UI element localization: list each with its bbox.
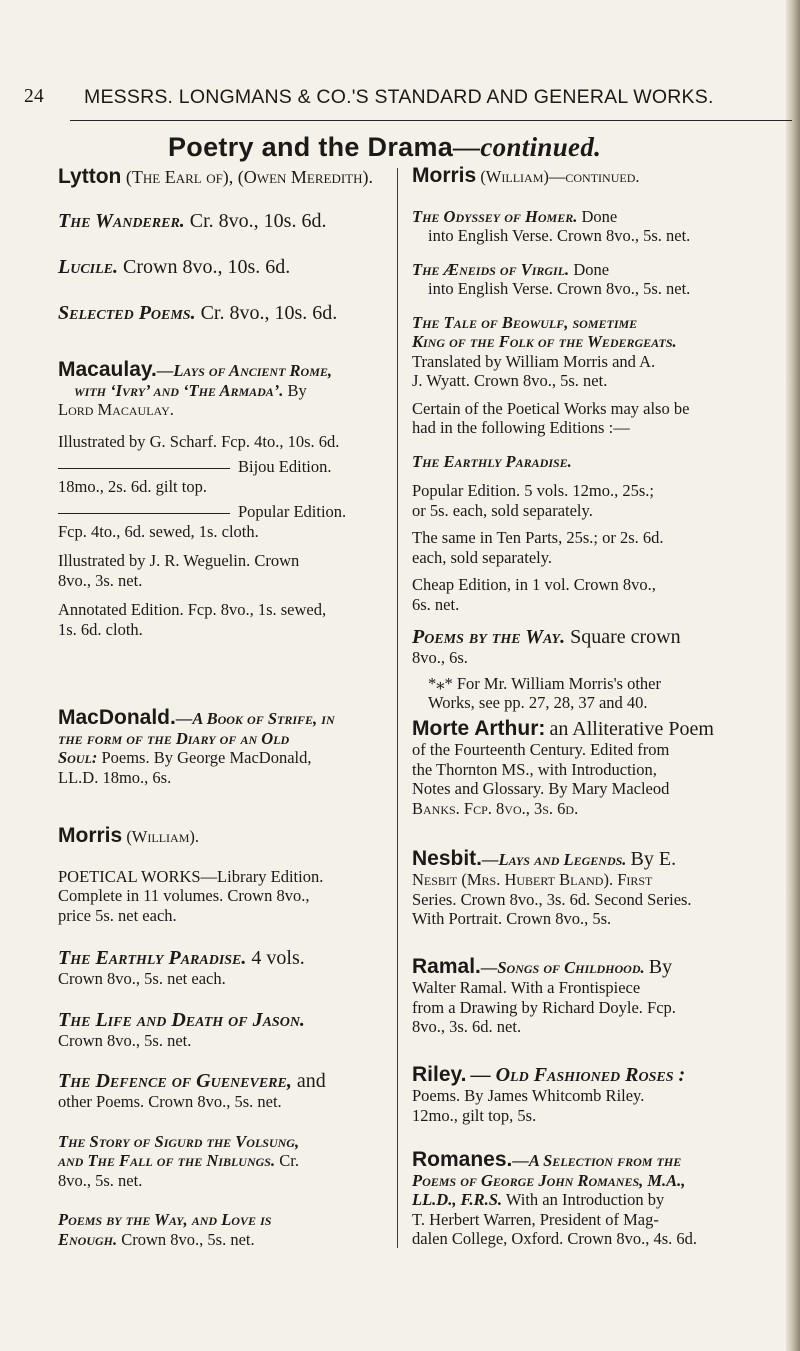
book-detail: LL.D. 18mo., 6s.	[58, 767, 172, 787]
book-detail: Poems. By George MacDonald,	[101, 748, 312, 767]
works-line: POETICAL WORKS—Library Edition.	[58, 866, 324, 886]
book-detail: and	[296, 1070, 326, 1092]
author-name: MacDonald.	[58, 706, 176, 729]
book-title: The Life and Death of Jason.	[58, 1008, 305, 1031]
author-name: Lytton	[58, 165, 122, 188]
edition-line: Illustrated by J. R. Weguelin. Crown	[58, 551, 300, 570]
book-title: Selected Poems.	[58, 302, 196, 324]
book-price: other Poems. Crown 8vo., 5s. net.	[58, 1092, 282, 1111]
edition-price: 18mo., 2s. 6d. gilt top.	[58, 476, 207, 496]
section-title	[168, 132, 601, 163]
book-detail: Banks. Fcp. 8vo., 3s. 6d.	[412, 798, 579, 818]
book-title: —A Selection from the	[512, 1151, 682, 1170]
edition-line: Cheap Edition, in 1 vol. Crown 8vo.,	[412, 575, 656, 594]
entry-ramal	[412, 956, 762, 1037]
book-detail: Nesbit (Mrs. Hubert Bland). First	[412, 870, 653, 889]
footnote-line: *⁎* For Mr. William Morris's other	[428, 673, 661, 693]
book-title: The Æneids of Virgil.	[412, 259, 570, 279]
edition-line: Annotated Edition. Fcp. 8vo., 1s. sewed,	[58, 600, 327, 619]
book-title: —Lays of Ancient Rome,	[156, 361, 333, 380]
book-price: Crown 8vo., 5s. net.	[121, 1229, 255, 1249]
author-byline: Lord Macaulay.	[58, 400, 174, 419]
author-detail: (The Earl of), (Owen Meredith).	[125, 167, 373, 187]
page-edge	[786, 0, 800, 1351]
author-name: Nesbit.	[412, 847, 483, 870]
header-rule	[70, 120, 792, 121]
book-title-cont: LL.D., F.R.S.	[412, 1190, 503, 1209]
author-name: Macaulay.	[58, 358, 157, 381]
book-title: —Lays and Legends.	[482, 850, 627, 869]
book-title: The Defence of Guenevere,	[58, 1070, 292, 1092]
book-detail: Done	[573, 259, 610, 279]
book-detail: Translated by William Morris and A.	[412, 351, 656, 371]
works-line: price 5s. net each.	[58, 905, 177, 925]
book-detail: Done	[581, 206, 618, 226]
book-price: into English Verse. Crown 8vo., 5s. net.	[428, 279, 691, 298]
book-vols: 4 vols.	[251, 947, 305, 969]
book-detail: Series. Crown 8vo., 3s. 6d. Second Series.	[412, 889, 692, 909]
author-name: Morris	[58, 824, 123, 847]
note-line: Certain of the Poetical Works may also be	[412, 398, 690, 418]
entry-lytton	[58, 166, 388, 324]
book-title: The Earthly Paradise.	[412, 451, 572, 471]
edition-line: or 5s. each, sold separately.	[412, 500, 593, 520]
book-detail: 8vo., 3s. 6d. net.	[412, 1017, 522, 1036]
book-price: 8vo., 6s.	[412, 648, 468, 667]
book-detail: the Thornton MS., with Introduction,	[412, 759, 657, 779]
edition-line: 6s. net.	[412, 594, 460, 614]
edition-line: 1s. 6d. cloth.	[58, 619, 143, 639]
book-title: The Wanderer.	[58, 210, 185, 232]
ditto-rule	[58, 468, 230, 469]
column-divider	[397, 168, 398, 1248]
book-title: —A Book of Strife, in	[175, 709, 335, 728]
book-price: Cr. 8vo., 10s. 6d.	[200, 302, 338, 324]
entry-macdonald	[58, 708, 388, 787]
works-line: Complete in 11 volumes. Crown 8vo.,	[58, 886, 310, 905]
book-detail: from a Drawing by Richard Doyle. Fcp.	[412, 997, 676, 1017]
book-price: Crown 8vo., 10s. 6d.	[123, 256, 291, 278]
book-title-cont: Soul:	[58, 748, 98, 767]
book-title: Lucile.	[58, 256, 119, 278]
book-detail: of the Fourteenth Century. Edited from	[412, 740, 670, 759]
edition-line: 8vo., 3s. net.	[58, 570, 143, 590]
book-detail: Cr.	[279, 1151, 299, 1170]
author-name: Morte Arthur:	[412, 717, 546, 740]
book-title-cont: King of the Folk of the Wedergeats.	[412, 332, 677, 351]
footnote-line: Works, see pp. 27, 28, 37 and 40.	[428, 693, 648, 712]
book-detail: Square crown	[570, 626, 681, 648]
ditto-rule	[58, 513, 230, 514]
book-price: Cr. 8vo., 10s. 6d.	[189, 210, 327, 232]
edition-label: Bijou Edition.	[238, 457, 332, 476]
author-name: Riley.	[412, 1063, 467, 1086]
book-price: Crown 8vo., 5s. net.	[58, 1030, 192, 1050]
book-price: J. Wyatt. Crown 8vo., 5s. net.	[412, 371, 608, 390]
edition-line: each, sold separately.	[412, 547, 553, 567]
book-title: Poems by the Way, and Love is	[58, 1210, 272, 1229]
book-title-cont: Enough.	[58, 1229, 118, 1249]
book-title: The Tale of Beowulf, sometime	[412, 312, 638, 332]
edition-line: Illustrated by G. Scharf. Fcp. 4to., 10s. 6d.	[58, 431, 340, 451]
edition-line: Popular Edition. 5 vols. 12mo., 25s.;	[412, 481, 655, 500]
running-title: MESSRS. LONGMANS & CO.'S STANDARD AND GENERAL WORKS.	[84, 86, 714, 108]
author-name: Romanes.	[412, 1148, 513, 1171]
entry-nesbit	[412, 848, 762, 929]
book-title-cont: Poems of George John Romanes, M.A.,	[412, 1170, 686, 1190]
book-detail: an Alliterative Poem	[549, 718, 714, 740]
entry-morris	[58, 826, 388, 1249]
section-title-text: Poetry and the Drama	[168, 132, 454, 162]
book-title: —Songs of Childhood.	[480, 958, 645, 977]
book-detail: With Portrait. Crown 8vo., 5s.	[412, 909, 612, 928]
book-price: 8vo., 5s. net.	[58, 1170, 143, 1190]
entry-morte-arthur	[412, 718, 762, 818]
by-text: By E.	[630, 848, 677, 870]
book-price: into English Verse. Crown 8vo., 5s. net.	[428, 226, 691, 245]
section-continued: —continued.	[453, 132, 602, 162]
note-line: had in the following Editions :—	[412, 418, 630, 437]
by-text: By	[287, 380, 307, 400]
edition-label: Popular Edition.	[238, 502, 347, 521]
book-title-cont: the form of the Diary of an Old	[58, 728, 290, 748]
book-detail: Notes and Glossary. By Mary Macleod	[412, 779, 670, 798]
edition-price: Fcp. 4to., 6d. sewed, 1s. cloth.	[58, 521, 259, 541]
book-title-cont: and The Fall of the Niblungs.	[58, 1151, 276, 1170]
book-detail: Walter Ramal. With a Frontispiece	[412, 978, 641, 997]
book-detail: Poems. By James Whitcomb Riley.	[412, 1086, 645, 1105]
entry-riley	[412, 1064, 762, 1125]
edition-line: The same in Ten Parts, 25s.; or 2s. 6d.	[412, 528, 664, 547]
book-price: Crown 8vo., 5s. net each.	[58, 969, 226, 988]
book-detail: T. Herbert Warren, President of Mag-	[412, 1209, 659, 1229]
book-title-cont: with ‘Ivry’ and ‘The Armada’.	[74, 380, 284, 400]
book-detail: dalen College, Oxford. Crown 8vo., 4s. 6d.	[412, 1229, 698, 1248]
book-title: The Odyssey of Homer.	[412, 206, 578, 226]
page-number: 24	[24, 86, 44, 107]
book-title: — Old Fashioned Roses :	[470, 1064, 686, 1086]
entry-morris-continued	[412, 166, 762, 713]
entry-macaulay	[58, 360, 388, 639]
author-name: Ramal.	[412, 955, 481, 978]
book-detail: With an Introduction by	[505, 1190, 665, 1209]
book-title: Poems by the Way.	[412, 626, 566, 648]
entry-romanes	[412, 1150, 762, 1249]
author-detail: (William).	[126, 827, 199, 846]
book-detail: 12mo., gilt top, 5s.	[412, 1105, 537, 1125]
author-detail: (William)—continued.	[480, 167, 640, 186]
book-title: The Earthly Paradise.	[58, 947, 247, 969]
author-name: Morris	[412, 164, 477, 187]
book-title: The Story of Sigurd the Volsung,	[58, 1131, 300, 1151]
by-text: By	[648, 956, 673, 978]
